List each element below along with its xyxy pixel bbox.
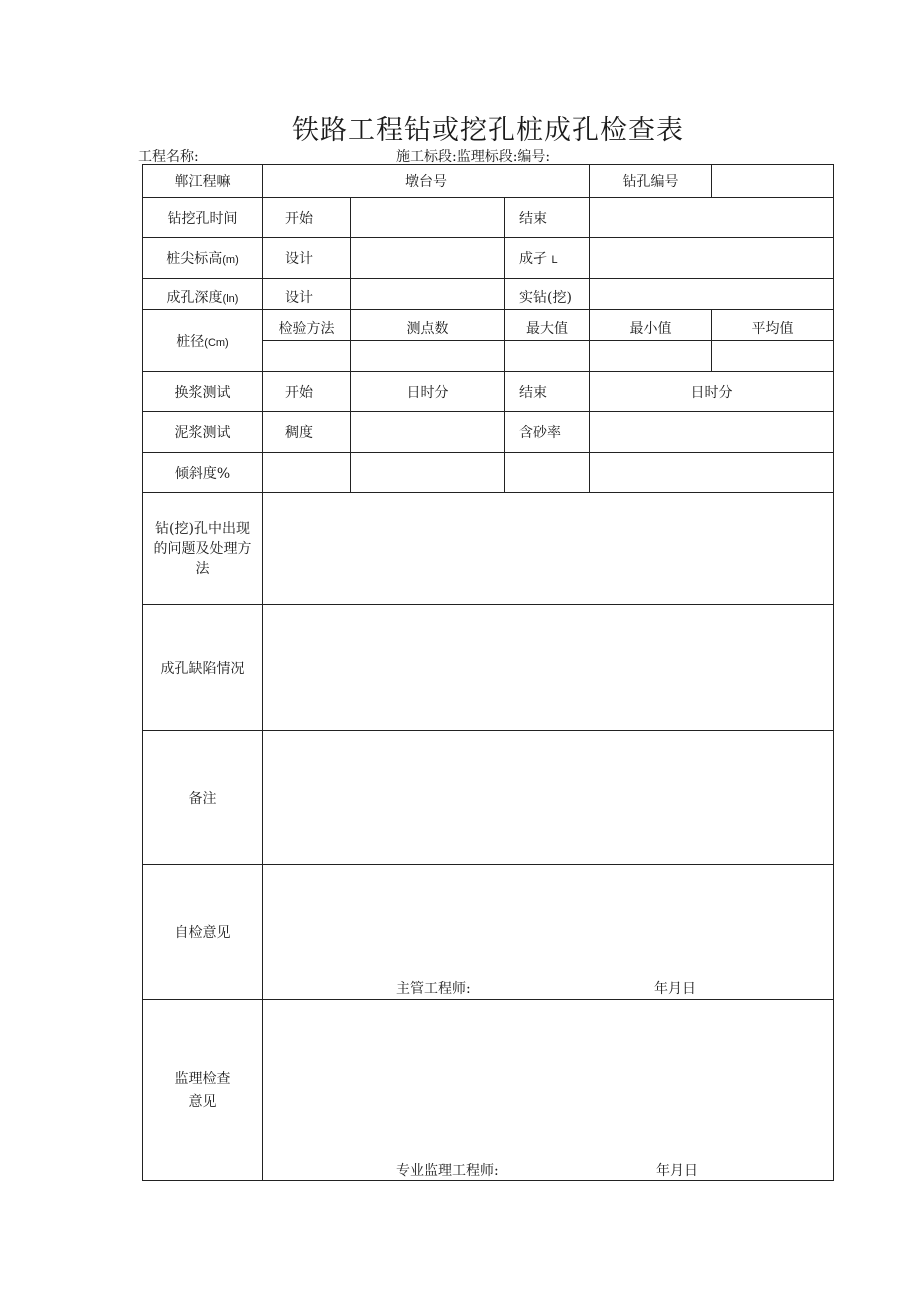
unit-project-label: 郸江程嘛 (143, 165, 263, 198)
min-value-label: 最小值 (590, 310, 712, 341)
hole-depth-label: 成孔深度(ln) (143, 279, 263, 310)
project-name-label: 工程名称: (138, 149, 199, 165)
supervision-value[interactable] (263, 1000, 834, 1181)
remarks-value[interactable] (263, 731, 834, 865)
inclination-value-3[interactable] (505, 453, 590, 493)
pile-tip-formed-label: 成孑 L (505, 238, 590, 279)
pier-no-label: 墩台号 (263, 165, 590, 198)
sand-content-label: 含砂率 (505, 412, 590, 453)
supervision-date-label: 年月日 (656, 1163, 698, 1179)
hole-depth-actual-label: 实钻(挖) (505, 279, 590, 310)
table-row (143, 372, 834, 412)
table-row (143, 605, 834, 731)
drill-end-label: 结束 (505, 198, 590, 238)
table-row (143, 165, 834, 198)
drill-time-label: 钻挖孔时间 (143, 198, 263, 238)
hole-no-value[interactable] (712, 165, 834, 198)
test-points-value[interactable] (351, 341, 505, 372)
test-method-value[interactable] (263, 341, 351, 372)
defects-label: 成孔缺陷情况 (143, 605, 263, 731)
table-row (143, 493, 834, 605)
table-row (143, 412, 834, 453)
max-value-label: 最大值 (505, 310, 590, 341)
slurry-exchange-label: 换浆测试 (143, 372, 263, 412)
pile-tip-elev-label: 桩尖标高(m) (143, 238, 263, 279)
table-row (143, 865, 834, 1000)
inclination-value-4[interactable] (590, 453, 834, 493)
min-value-value[interactable] (590, 341, 712, 372)
test-points-label: 测点数 (351, 310, 505, 341)
viscosity-value[interactable] (351, 412, 505, 453)
mud-test-label: 泥浆测试 (143, 412, 263, 453)
inclination-value-1[interactable] (263, 453, 351, 493)
exchange-end-time[interactable]: 日时分 (590, 372, 834, 412)
test-method-label: 检验方法 (263, 310, 351, 341)
self-check-date-label: 年月日 (654, 981, 696, 997)
pile-diameter-label: 桩径(Cm) (143, 310, 263, 372)
self-check-label: 自检意见 (143, 865, 263, 1000)
max-value-value[interactable] (505, 341, 590, 372)
sand-content-value[interactable] (590, 412, 834, 453)
avg-value-label: 平均值 (712, 310, 834, 341)
inclination-label: 倾斜度% (143, 453, 263, 493)
table-row (143, 731, 834, 865)
hole-depth-actual-value[interactable] (590, 279, 834, 310)
supervising-engineer-label: 专业监理工程师: (396, 1163, 499, 1179)
viscosity-label: 稠度 (263, 412, 351, 453)
table-row (143, 310, 834, 341)
problems-value[interactable] (263, 493, 834, 605)
remarks-label: 备注 (143, 731, 263, 865)
exchange-start-time[interactable]: 日时分 (351, 372, 505, 412)
pile-tip-design-value[interactable] (351, 238, 505, 279)
page-title: 铁路工程钻或挖孔桩成孔检查表 (292, 115, 684, 146)
drill-start-label: 开始 (263, 198, 351, 238)
pile-tip-design-label: 设计 (263, 238, 351, 279)
problems-label: 钻(挖)孔中出现 的问题及处理方 法 (143, 493, 263, 605)
table-row (143, 1000, 834, 1181)
table-row (143, 198, 834, 238)
self-check-value[interactable] (263, 865, 834, 1000)
table-row (143, 279, 834, 310)
table-row (143, 453, 834, 493)
chief-engineer-label: 主管工程师: (396, 981, 471, 997)
defects-value[interactable] (263, 605, 834, 731)
hole-depth-design-label: 设计 (263, 279, 351, 310)
avg-value-value[interactable] (712, 341, 834, 372)
hole-no-label: 钻孔编号 (590, 165, 712, 198)
inspection-table (142, 164, 834, 1181)
drill-start-value[interactable] (351, 198, 505, 238)
hole-depth-design-value[interactable] (351, 279, 505, 310)
inclination-value-2[interactable] (351, 453, 505, 493)
supervision-label: 监理检查 意见 (143, 1000, 263, 1181)
table-row (143, 238, 834, 279)
section-info-label: 施工标段:监理标段:编号: (396, 149, 551, 165)
pile-tip-formed-value[interactable] (590, 238, 834, 279)
exchange-start-label: 开始 (263, 372, 351, 412)
exchange-end-label: 结束 (505, 372, 590, 412)
drill-end-value[interactable] (590, 198, 834, 238)
